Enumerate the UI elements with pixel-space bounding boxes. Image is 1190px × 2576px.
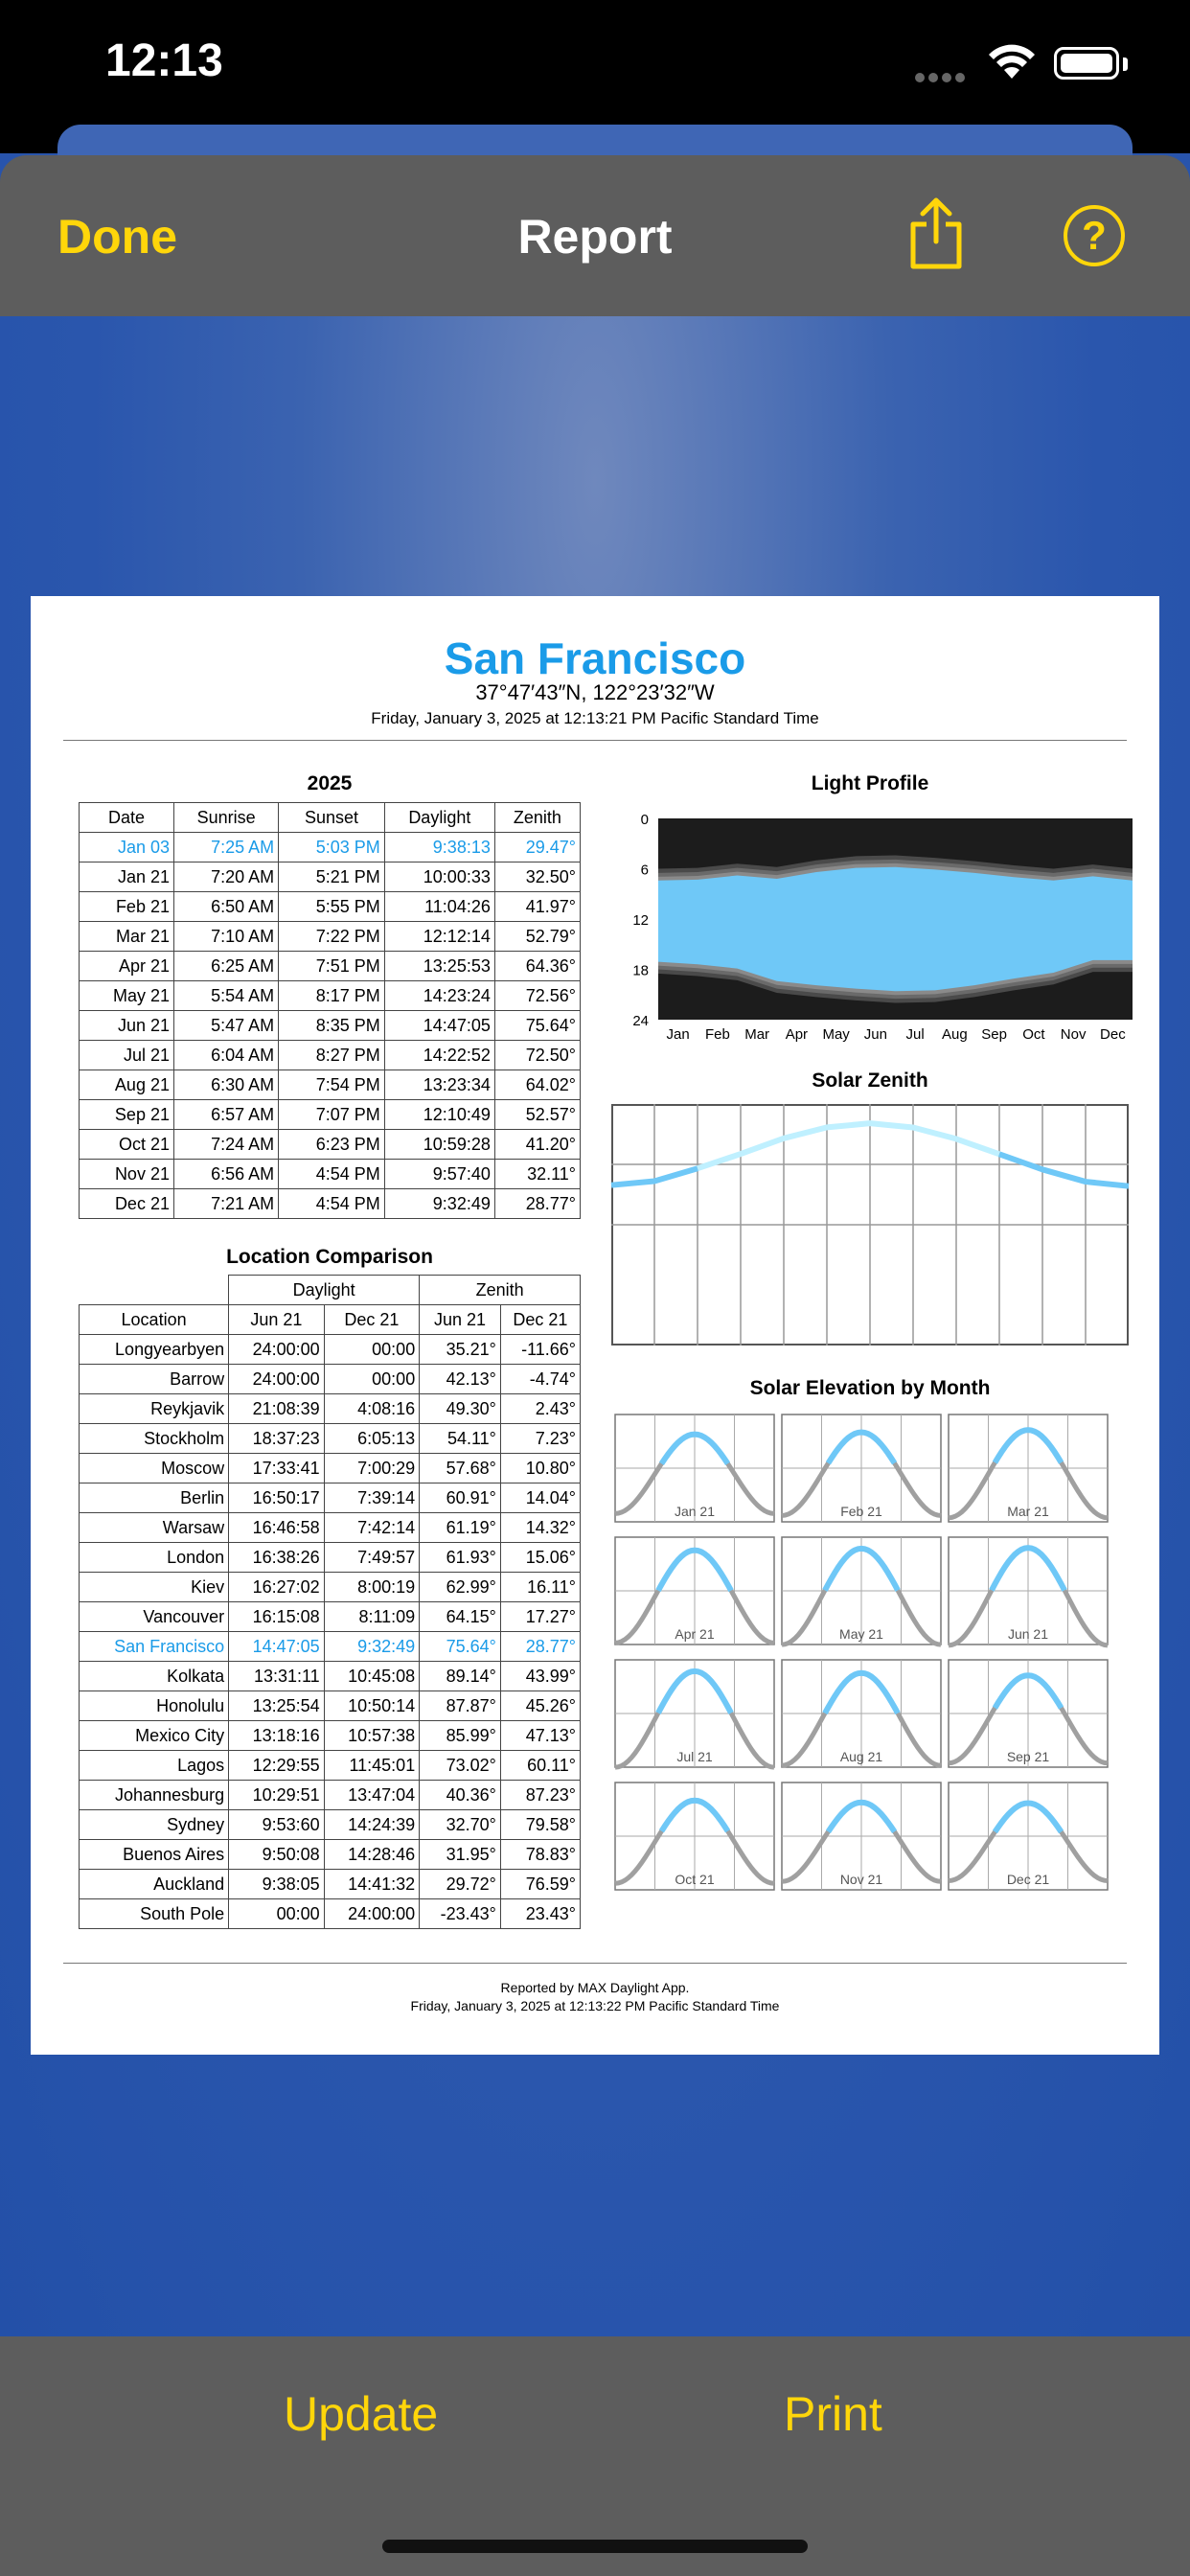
table-cell: 13:23:34 — [384, 1070, 494, 1100]
table-row — [80, 1454, 581, 1484]
table-row — [80, 952, 581, 981]
navigation-bar — [0, 155, 1190, 316]
table-row — [80, 1662, 581, 1691]
year-table-title: 2025 — [307, 772, 353, 794]
table-cell: 61.19° — [420, 1513, 501, 1543]
table-cell: Sydney — [80, 1810, 229, 1840]
panel-label: Jan 21 — [674, 1504, 716, 1519]
table-cell: 6:56 AM — [173, 1160, 278, 1189]
header-divider — [63, 740, 1127, 741]
table-row — [80, 1160, 581, 1189]
table-cell: 13:31:11 — [229, 1662, 325, 1691]
table-cell: 57.68° — [420, 1454, 501, 1484]
table-cell: 7:22 PM — [279, 922, 385, 952]
table-cell: Nov 21 — [80, 1160, 174, 1189]
column-header: Date — [80, 803, 174, 833]
table-cell: 17:33:41 — [229, 1454, 325, 1484]
table-cell: 10:00:33 — [384, 862, 494, 892]
wifi-icon — [987, 42, 1037, 80]
panel-label: Jun 21 — [1007, 1626, 1049, 1642]
table-cell: 28.77° — [500, 1632, 580, 1662]
table-cell: Warsaw — [80, 1513, 229, 1543]
table-cell: Moscow — [80, 1454, 229, 1484]
table-cell: 12:29:55 — [229, 1751, 325, 1781]
table-cell: 24:00:00 — [324, 1899, 420, 1929]
table-cell: 00:00 — [324, 1335, 420, 1365]
table-row — [80, 1810, 581, 1840]
help-button[interactable]: ? — [1064, 205, 1125, 266]
x-tick-label: Dec — [1100, 1026, 1126, 1043]
table-cell: 8:11:09 — [324, 1602, 420, 1632]
panel-label: Dec 21 — [1006, 1872, 1050, 1887]
table-cell: Kiev — [80, 1573, 229, 1602]
table-cell: Aug 21 — [80, 1070, 174, 1100]
table-row — [80, 1484, 581, 1513]
update-button[interactable]: Update — [284, 2387, 439, 2441]
table-cell: 7:39:14 — [324, 1484, 420, 1513]
table-cell: Stockholm — [80, 1424, 229, 1454]
panel-label: Jul 21 — [676, 1749, 713, 1764]
zenith-group-header: Zenith — [420, 1276, 581, 1305]
table-cell: 8:17 PM — [279, 981, 385, 1011]
table-cell: 76.59° — [500, 1870, 580, 1899]
x-tick-label: Oct — [1022, 1026, 1045, 1043]
daylight-group-header: Daylight — [229, 1276, 420, 1305]
table-cell: 6:57 AM — [173, 1100, 278, 1130]
table-cell: 16:15:08 — [229, 1602, 325, 1632]
table-cell: 41.97° — [494, 892, 580, 922]
column-header: Dec 21 — [324, 1305, 420, 1335]
table-cell: San Francisco — [80, 1632, 229, 1662]
column-header: Daylight — [384, 803, 494, 833]
table-cell: May 21 — [80, 981, 174, 1011]
table-row — [80, 833, 581, 862]
table-cell: 9:38:13 — [384, 833, 494, 862]
x-tick-label: Nov — [1060, 1026, 1087, 1043]
table-row — [80, 1130, 581, 1160]
table-cell: 13:25:53 — [384, 952, 494, 981]
table-cell: 72.56° — [494, 981, 580, 1011]
table-row — [80, 1041, 581, 1070]
table-cell: 32.50° — [494, 862, 580, 892]
table-cell: Oct 21 — [80, 1130, 174, 1160]
table-cell: 64.02° — [494, 1070, 580, 1100]
table-cell: 54.11° — [420, 1424, 501, 1454]
comparison-table — [79, 1275, 581, 1929]
elevation-panel — [782, 1660, 941, 1767]
table-cell: 28.77° — [494, 1189, 580, 1219]
table-cell: 75.64° — [494, 1011, 580, 1041]
table-cell: Vancouver — [80, 1602, 229, 1632]
table-cell: 43.99° — [500, 1662, 580, 1691]
table-cell: 10:50:14 — [324, 1691, 420, 1721]
battery-tip — [1123, 58, 1128, 71]
table-cell: 9:53:60 — [229, 1810, 325, 1840]
column-header: Zenith — [494, 803, 580, 833]
table-cell: Lagos — [80, 1751, 229, 1781]
table-row — [80, 1573, 581, 1602]
table-cell: 79.58° — [500, 1810, 580, 1840]
table-cell: 10:29:51 — [229, 1781, 325, 1810]
table-cell: 41.20° — [494, 1130, 580, 1160]
column-header: Sunrise — [173, 803, 278, 833]
location-coordinates: 37°47′43″N, 122°23′32″W — [475, 680, 715, 704]
elevation-panel — [615, 1414, 774, 1522]
table-cell: 61.93° — [420, 1543, 501, 1573]
table-cell: 89.14° — [420, 1662, 501, 1691]
table-cell: 8:35 PM — [279, 1011, 385, 1041]
x-tick-label: May — [822, 1026, 850, 1043]
table-cell: Berlin — [80, 1484, 229, 1513]
light-profile-chart — [606, 799, 1142, 1043]
table-cell: 52.79° — [494, 922, 580, 952]
table-cell: 15.06° — [500, 1543, 580, 1573]
table-cell: 11:04:26 — [384, 892, 494, 922]
comparison-table-title: Location Comparison — [226, 1246, 433, 1268]
column-header: Jun 21 — [229, 1305, 325, 1335]
table-cell: 8:00:19 — [324, 1573, 420, 1602]
table-cell: 14:41:32 — [324, 1870, 420, 1899]
table-cell: Auckland — [80, 1870, 229, 1899]
elevation-panel — [782, 1414, 941, 1522]
table-cell: 7:54 PM — [279, 1070, 385, 1100]
table-cell: 78.83° — [500, 1840, 580, 1870]
x-tick-label: Jan — [666, 1026, 690, 1043]
x-tick-label: Jul — [905, 1026, 925, 1043]
table-cell: 6:23 PM — [279, 1130, 385, 1160]
table-cell: 47.13° — [500, 1721, 580, 1751]
table-cell: Mar 21 — [80, 922, 174, 952]
table-cell: Sep 21 — [80, 1100, 174, 1130]
y-tick-label: 0 — [640, 812, 649, 828]
status-time: 12:13 — [105, 35, 223, 86]
table-cell: 12:10:49 — [384, 1100, 494, 1130]
table-cell: 16:27:02 — [229, 1573, 325, 1602]
panel-label: May 21 — [839, 1626, 883, 1642]
table-cell: 32.11° — [494, 1160, 580, 1189]
panel-label: Feb 21 — [840, 1504, 882, 1519]
table-cell: 64.15° — [420, 1602, 501, 1632]
table-cell: Jan 21 — [80, 862, 174, 892]
y-tick-label: 24 — [632, 1013, 649, 1029]
table-cell: Reykjavik — [80, 1394, 229, 1424]
table-cell: Longyearbyen — [80, 1335, 229, 1365]
table-cell: 5:54 AM — [173, 981, 278, 1011]
table-cell: 42.13° — [420, 1365, 501, 1394]
table-cell: 4:54 PM — [279, 1189, 385, 1219]
table-row — [80, 1781, 581, 1810]
empty-header-cell — [80, 1276, 229, 1305]
table-cell: Mexico City — [80, 1721, 229, 1751]
table-row — [80, 1632, 581, 1662]
table-cell: Apr 21 — [80, 952, 174, 981]
elevation-panel — [949, 1414, 1108, 1522]
table-cell: 9:50:08 — [229, 1840, 325, 1870]
table-row — [80, 1721, 581, 1751]
table-cell: Jul 21 — [80, 1041, 174, 1070]
table-cell: 14:47:05 — [229, 1632, 325, 1662]
table-cell: 5:03 PM — [279, 833, 385, 862]
table-cell: 14:23:24 — [384, 981, 494, 1011]
y-tick-label: 12 — [632, 912, 649, 929]
table-cell: 00:00 — [324, 1365, 420, 1394]
table-cell: Kolkata — [80, 1662, 229, 1691]
table-cell: 32.70° — [420, 1810, 501, 1840]
table-cell: 11:45:01 — [324, 1751, 420, 1781]
column-header: Jun 21 — [420, 1305, 501, 1335]
table-cell: 21:08:39 — [229, 1394, 325, 1424]
table-cell: Feb 21 — [80, 892, 174, 922]
table-cell: 2.43° — [500, 1394, 580, 1424]
table-row — [80, 862, 581, 892]
table-cell: 14:47:05 — [384, 1011, 494, 1041]
table-cell: 00:00 — [229, 1899, 325, 1929]
table-cell: 16:46:58 — [229, 1513, 325, 1543]
table-cell: Honolulu — [80, 1691, 229, 1721]
table-cell: 16:38:26 — [229, 1543, 325, 1573]
table-cell: 14:24:39 — [324, 1810, 420, 1840]
column-header: Sunset — [279, 803, 385, 833]
elevation-panel — [615, 1537, 774, 1644]
solar-elevation-chart — [611, 1411, 1129, 1890]
solar-zenith-chart — [611, 1104, 1129, 1349]
column-header: Dec 21 — [500, 1305, 580, 1335]
status-bar — [0, 0, 1190, 144]
elevation-panel — [782, 1537, 941, 1644]
table-cell: 7:10 AM — [173, 922, 278, 952]
table-cell: 7:49:57 — [324, 1543, 420, 1573]
table-cell: 5:47 AM — [173, 1011, 278, 1041]
x-tick-label: Apr — [785, 1026, 809, 1043]
table-cell: 13:25:54 — [229, 1691, 325, 1721]
table-cell: 7:24 AM — [173, 1130, 278, 1160]
table-cell: 4:08:16 — [324, 1394, 420, 1424]
table-row — [80, 1365, 581, 1394]
table-cell: 60.91° — [420, 1484, 501, 1513]
table-cell: 17.27° — [500, 1602, 580, 1632]
table-cell: 14:22:52 — [384, 1041, 494, 1070]
table-cell: Jun 21 — [80, 1011, 174, 1041]
location-title: San Francisco — [444, 633, 746, 683]
table-row — [80, 1899, 581, 1929]
table-cell: 5:55 PM — [279, 892, 385, 922]
panel-label: Apr 21 — [675, 1626, 715, 1642]
x-tick-label: Sep — [981, 1026, 1007, 1043]
table-cell: 6:25 AM — [173, 952, 278, 981]
table-cell: Dec 21 — [80, 1189, 174, 1219]
elevation-panel — [615, 1782, 774, 1890]
x-tick-label: Jun — [863, 1026, 887, 1043]
table-row — [80, 892, 581, 922]
table-cell: 60.11° — [500, 1751, 580, 1781]
table-row — [80, 1011, 581, 1041]
table-cell: 13:18:16 — [229, 1721, 325, 1751]
table-cell: 5:21 PM — [279, 862, 385, 892]
table-cell: -23.43° — [420, 1899, 501, 1929]
table-cell: 16.11° — [500, 1573, 580, 1602]
elevation-panel — [949, 1537, 1108, 1645]
panel-label: Mar 21 — [1007, 1504, 1049, 1519]
table-cell: 75.64° — [420, 1632, 501, 1662]
table-cell: -4.74° — [500, 1365, 580, 1394]
table-cell: 9:57:40 — [384, 1160, 494, 1189]
table-cell: 12:12:14 — [384, 922, 494, 952]
table-row — [80, 1751, 581, 1781]
x-tick-label: Aug — [942, 1026, 968, 1043]
table-cell: 8:27 PM — [279, 1041, 385, 1070]
table-cell: 7:25 AM — [173, 833, 278, 862]
column-header: Location — [80, 1305, 229, 1335]
elevation-panel — [615, 1660, 774, 1767]
table-cell: 7:51 PM — [279, 952, 385, 981]
year-table-header — [80, 803, 581, 833]
table-row — [80, 1100, 581, 1130]
table-cell: 29.72° — [420, 1870, 501, 1899]
x-tick-label: Feb — [704, 1026, 730, 1043]
table-cell: 6:05:13 — [324, 1424, 420, 1454]
table-cell: 7:20 AM — [173, 862, 278, 892]
table-cell: 18:37:23 — [229, 1424, 325, 1454]
table-cell: 7.23° — [500, 1424, 580, 1454]
table-row — [80, 1870, 581, 1899]
table-cell: 45.26° — [500, 1691, 580, 1721]
table-cell: 14:28:46 — [324, 1840, 420, 1870]
table-cell: Barrow — [80, 1365, 229, 1394]
table-cell: 40.36° — [420, 1781, 501, 1810]
x-tick-label: Mar — [744, 1026, 770, 1043]
table-cell: London — [80, 1543, 229, 1573]
print-button[interactable]: Print — [784, 2387, 882, 2441]
table-cell: 24:00:00 — [229, 1335, 325, 1365]
panel-label: Nov 21 — [839, 1872, 883, 1887]
table-row — [80, 1335, 581, 1365]
table-cell: 6:30 AM — [173, 1070, 278, 1100]
elevation-panel — [949, 1660, 1108, 1767]
table-cell: 62.99° — [420, 1573, 501, 1602]
table-cell: 7:42:14 — [324, 1513, 420, 1543]
table-row — [80, 1513, 581, 1543]
y-tick-label: 18 — [632, 962, 649, 979]
table-cell: 73.02° — [420, 1751, 501, 1781]
y-tick-label: 6 — [640, 862, 649, 879]
table-cell: 23.43° — [500, 1899, 580, 1929]
panel-label: Aug 21 — [839, 1749, 883, 1764]
table-cell: 35.21° — [420, 1335, 501, 1365]
table-cell: Jan 03 — [80, 833, 174, 862]
table-cell: 7:07 PM — [279, 1100, 385, 1130]
cellular-signal-icon — [915, 70, 969, 87]
table-cell: 10:57:38 — [324, 1721, 420, 1751]
elevation-panel — [782, 1782, 941, 1890]
table-row — [80, 1691, 581, 1721]
home-indicator — [382, 2540, 808, 2553]
footer-report-source: Reported by MAX Daylight App. — [500, 1980, 690, 1995]
table-cell: 52.57° — [494, 1100, 580, 1130]
panel-label: Sep 21 — [1006, 1749, 1050, 1764]
elevation-title: Solar Elevation by Month — [749, 1377, 991, 1399]
table-cell: 10.80° — [500, 1454, 580, 1484]
table-cell: Johannesburg — [80, 1781, 229, 1810]
table-cell: 31.95° — [420, 1840, 501, 1870]
table-row — [80, 981, 581, 1011]
table-row — [80, 1602, 581, 1632]
table-cell: 10:59:28 — [384, 1130, 494, 1160]
generated-timestamp: Friday, January 3, 2025 at 12:13:21 PM Pacific Standard Time — [371, 709, 819, 727]
table-cell: 4:54 PM — [279, 1160, 385, 1189]
table-cell: 24:00:00 — [229, 1365, 325, 1394]
table-cell: 7:00:29 — [324, 1454, 420, 1484]
solar-zenith-title: Solar Zenith — [812, 1070, 928, 1092]
table-cell: 10:45:08 — [324, 1662, 420, 1691]
table-cell: 9:32:49 — [384, 1189, 494, 1219]
table-cell: 29.47° — [494, 833, 580, 862]
table-row — [80, 1424, 581, 1454]
page-title: Report — [517, 210, 673, 264]
table-cell: 14.32° — [500, 1513, 580, 1543]
table-cell: Buenos Aires — [80, 1840, 229, 1870]
report-page — [31, 596, 1159, 2055]
light-profile-title: Light Profile — [811, 772, 929, 794]
table-row — [80, 1189, 581, 1219]
table-row — [80, 1543, 581, 1573]
table-cell: South Pole — [80, 1899, 229, 1929]
table-row — [80, 1070, 581, 1100]
table-cell: 6:50 AM — [173, 892, 278, 922]
table-cell: 85.99° — [420, 1721, 501, 1751]
elevation-panel — [949, 1782, 1108, 1890]
table-cell: 49.30° — [420, 1394, 501, 1424]
comparison-header — [80, 1305, 581, 1335]
table-cell: 87.23° — [500, 1781, 580, 1810]
battery-icon — [1054, 47, 1119, 80]
table-row — [80, 1394, 581, 1424]
table-row — [80, 922, 581, 952]
table-cell: 14.04° — [500, 1484, 580, 1513]
panel-label: Oct 21 — [675, 1872, 715, 1887]
comparison-group-header — [80, 1276, 581, 1305]
footer-divider — [63, 1963, 1127, 1964]
done-button[interactable]: Done — [57, 210, 177, 264]
table-row — [80, 1840, 581, 1870]
table-cell: 6:04 AM — [173, 1041, 278, 1070]
table-cell: 9:38:05 — [229, 1870, 325, 1899]
table-cell: 64.36° — [494, 952, 580, 981]
footer-timestamp: Friday, January 3, 2025 at 12:13:22 PM Pacific Standard Time — [410, 1998, 780, 2013]
table-cell: 16:50:17 — [229, 1484, 325, 1513]
table-cell: 7:21 AM — [173, 1189, 278, 1219]
table-cell: -11.66° — [500, 1335, 580, 1365]
table-cell: 13:47:04 — [324, 1781, 420, 1810]
table-cell: 9:32:49 — [324, 1632, 420, 1662]
share-icon[interactable] — [905, 196, 967, 272]
table-cell: 72.50° — [494, 1041, 580, 1070]
table-cell: 87.87° — [420, 1691, 501, 1721]
year-table — [79, 802, 581, 1219]
